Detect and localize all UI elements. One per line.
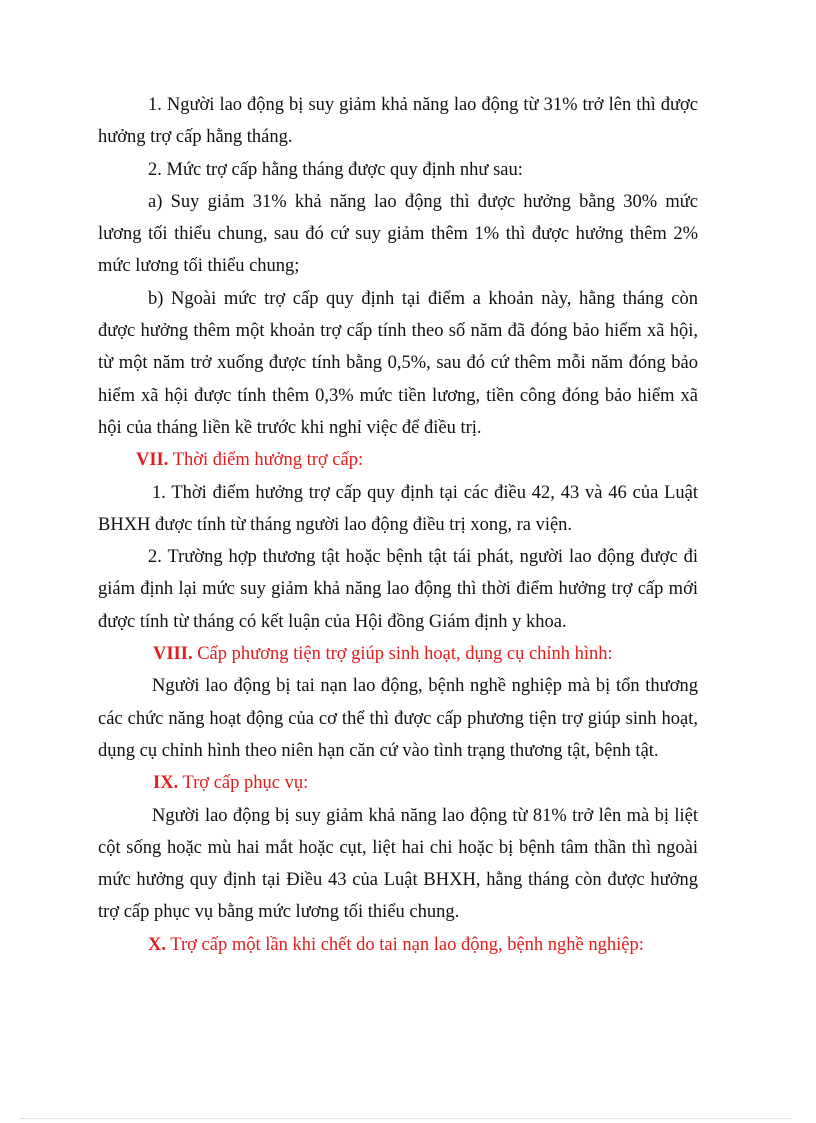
section-10-title: Trợ cấp một lần khi chết do tai nạn lao động, bệnh nghề nghiệp:: [170, 934, 644, 955]
section-10-heading: [98, 929, 698, 961]
section-9-heading: [98, 767, 698, 799]
paragraph-8: Người lao động bị suy giảm khả năng lao động từ 81% trở lên mà bị liệt cột sống hoặc mù hai mắt hoặc cụt, liệt hai chi hoặc bị bệnh tâm thần thì ngoài mức hưởng quy định tại Điều 43 của Luật BHXH, hằng tháng còn được hưởng trợ cấp phục vụ bằng mức lương tối thiểu chung.: [98, 805, 698, 923]
paragraph-5: 1. Thời điểm hưởng trợ cấp quy định tại các điều 42, 43 và 46 của Luật BHXH được tính từ tháng người lao động điều trị xong, ra viện.: [98, 482, 698, 535]
section-7-title: Thời điểm hưởng trợ cấp:: [172, 450, 364, 471]
paragraph-4: b) Ngoài mức trợ cấp quy định tại điểm a khoản này, hằng tháng còn được hưởng thêm một khoản trợ cấp tính theo số năm đã đóng bảo hiểm xã hội, từ một năm trở xuống được tính bằng 0,5%, sau đó cứ thêm mỗi năm đóng bảo hiểm xã hội được tính thêm 0,3% mức tiền lương, tiền công đóng bảo hiểm xã hội của tháng liền kề trước khi nghỉ việc để điều trị.: [98, 288, 698, 438]
paragraph-3: a) Suy giảm 31% khả năng lao động thì được hưởng bằng 30% mức lương tối thiểu chung, sau đó cứ suy giảm thêm 1% thì được hưởng thêm 2% mức lương tối thiểu chung;: [98, 191, 698, 277]
section-9-title: Trợ cấp phục vụ:: [182, 773, 309, 794]
section-9-number: IX.: [153, 773, 179, 794]
document-page: [98, 89, 698, 961]
section-8-heading: [98, 638, 698, 670]
section-10-number: X.: [148, 934, 166, 955]
section-8-number: VIII.: [153, 644, 193, 665]
paragraph-2: 2. Mức trợ cấp hằng tháng được quy định như sau:: [148, 159, 523, 180]
paragraph-6: 2. Trường hợp thương tật hoặc bệnh tật tái phát, người lao động được đi giám định lại mức suy giảm khả năng lao động thì thời điểm hưởng trợ cấp mới được tính từ tháng có kết luận của Hội đồng Giám định y khoa.: [98, 547, 698, 632]
page-bottom-divider: [20, 1118, 792, 1119]
paragraph-1: 1. Người lao động bị suy giảm khả năng lao động từ 31% trở lên thì được hưởng trợ cấp hằng tháng.: [98, 95, 698, 148]
paragraph-7: Người lao động bị tai nạn lao động, bệnh nghề nghiệp mà bị tổn thương các chức năng hoạt động của cơ thể thì được cấp phương tiện trợ giúp sinh hoạt, dụng cụ chỉnh hình theo niên hạn căn cứ vào tình trạng thương tật, bệnh tật.: [98, 676, 698, 761]
section-8-title: Cấp phương tiện trợ giúp sinh hoạt, dụng cụ chỉnh hình:: [197, 644, 613, 665]
section-7-heading: [98, 444, 698, 476]
section-7-number: VII.: [136, 450, 169, 471]
